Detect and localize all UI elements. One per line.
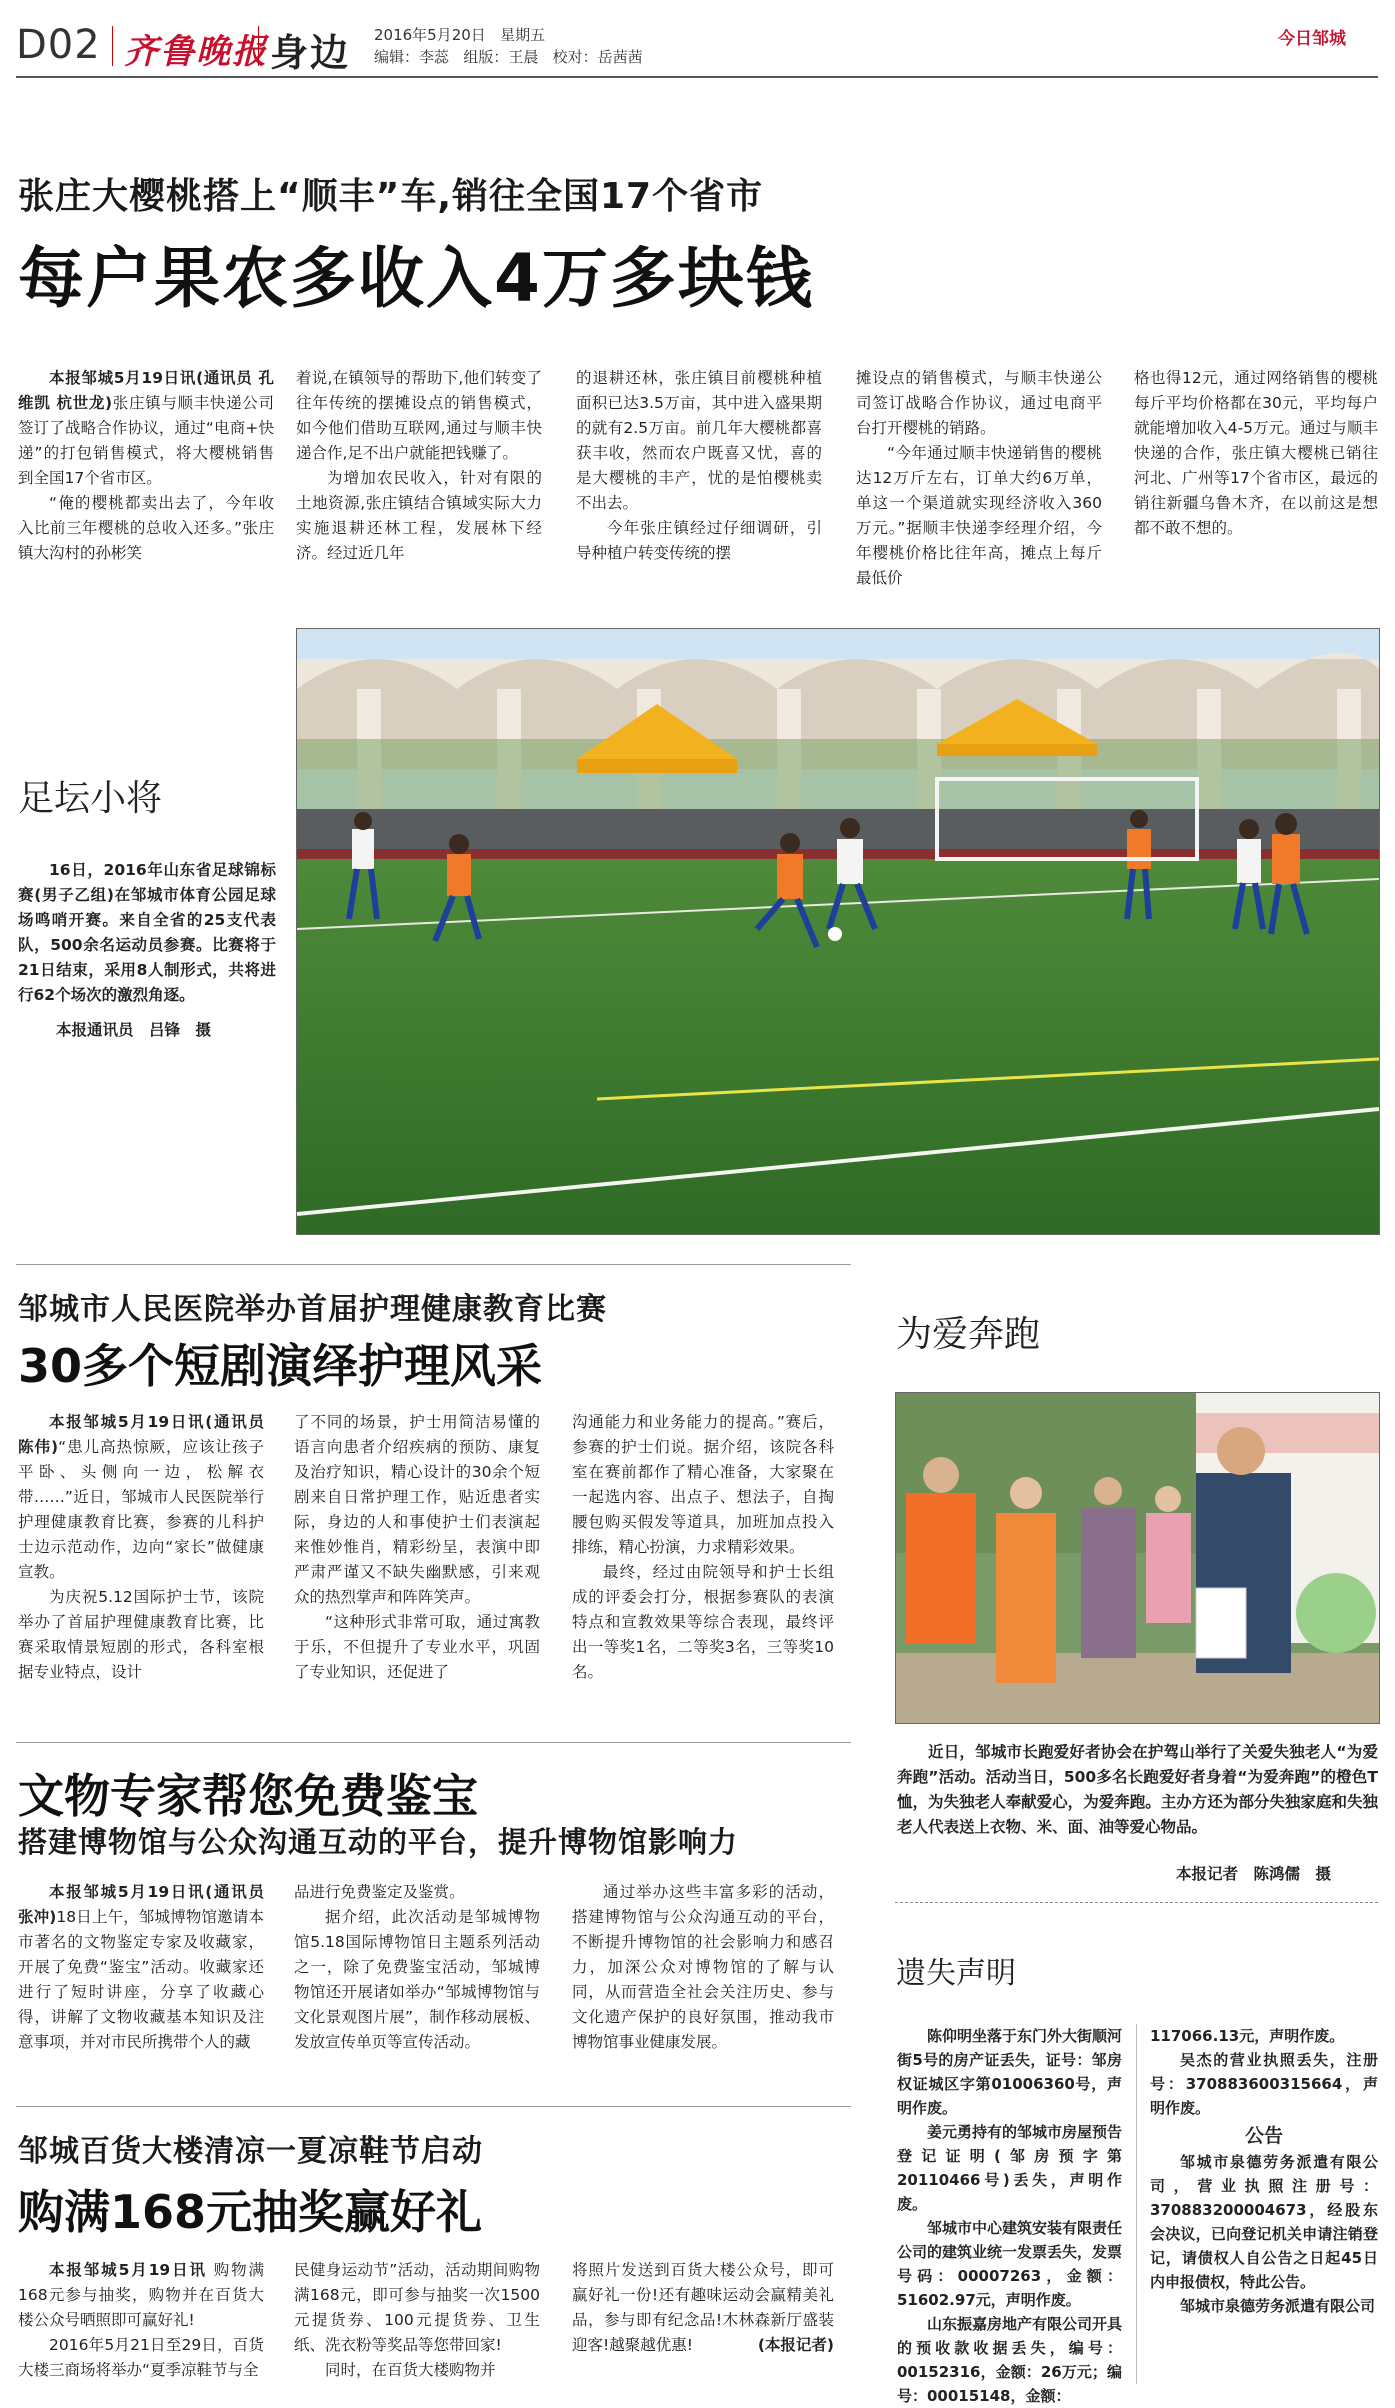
article1-col2-p2: 为增加农民收入，针对有限的土地资源,张庄镇结合镇域实际大力实施退耕还林工程，发展林下经济。经过近几年 xyxy=(296,469,542,562)
article1-headline: 每户果农多收入4万多块钱 xyxy=(18,240,814,317)
article1-col2 xyxy=(296,366,542,586)
article2-col3-p2: 最终，经过由院领导和护士长组成的评委会打分，根据参赛队的表演特点和宣教效果等综合表现，最终评出一等奖1名，二等奖3名，三等奖10名。 xyxy=(572,1563,834,1681)
article4-col3-tail: (本报记者) xyxy=(757,2336,834,2354)
notice-4: 山东振嘉房地产有限公司开具的预收款收据丢失，编号：00152316，金额：26万元；编号：00015148，金额： xyxy=(897,2315,1123,2405)
announcement-signature: 邹城市泉德劳务派遣有限公司 xyxy=(1180,2297,1376,2315)
running-credit: 本报记者 陈鸿儒 摄 xyxy=(1176,1865,1332,1883)
editor-credit: 编辑：李蕊 xyxy=(374,48,450,66)
article4-col1-p2: 2016年5月21日至29日，百货大楼三商场将举办“夏季凉鞋节与全 xyxy=(18,2336,264,2379)
article4-col3 xyxy=(572,2258,834,2388)
weekday-text: 星期五 xyxy=(500,26,546,44)
announcement-title: 公告 xyxy=(1244,2125,1283,2147)
football-photo xyxy=(296,628,1380,1235)
announcement-body: 邹城市泉德劳务派遣有限公司，营业执照注册号：370883200004673，经股东会决议，已向登记机关申请注销登记，请债权人自公告之日起45日内申报债权，特此公告。 xyxy=(1150,2153,1378,2291)
article1-col2-p1: 着说,在镇领导的帮助下,他们转变了往年传统的摆摊设点的销售模式，如今他们借助互联网,通过与顺丰快递合作,足不出户就能把钱赚了。 xyxy=(296,369,542,462)
article3-col1-p1: 18日上午，邹城博物馆邀请本市著名的文物鉴定专家及收藏家，开展了免费“鉴宝”活动。收藏家还进行了短时讲座，分享了收藏心得，讲解了文物收藏基本知识及注意事项，并对市民所携带个人的藏 xyxy=(18,1908,264,2051)
article4-col2-p2: 同时，在百货大楼购物并 xyxy=(325,2361,496,2379)
article1-col4-p1: 摊设点的销售模式，与顺丰快递公司签订战略合作协议，通过电商平台打开樱桃的销路。 xyxy=(856,369,1102,437)
proof-credit: 校对：岳茜茜 xyxy=(552,48,643,66)
article4-col2-p1: 民健身运动节”活动，活动期间购物满168元，即可参与抽奖一次1500元提货券、100元提货券、卫生纸、洗衣粉等奖品等您带回家! xyxy=(294,2261,540,2354)
football-caption-text: 16日，2016年山东省足球锦标赛(男子乙组)在邹城市体育公园足球场鸣哨开赛。来自全省的25支代表队，500余名运动员参赛。比赛将于21日结束，采用8人制形式，共将进行62个场次的激烈角逐。 xyxy=(18,861,276,1004)
layout-credit: 组版：王晨 xyxy=(463,48,539,66)
running-caption-text: 近日，邹城市长跑爱好者协会在护驾山举行了关爱失独老人“为爱奔跑”活动。活动当日，500多名长跑爱好者身着“为爱奔跑”的橙色T恤，为失独老人奉献爱心，为爱奔跑。主办方还为部分失独家庭和失独老人代表送上衣物、米、面、油等爱心物品。 xyxy=(897,1743,1378,1836)
article1-col4-p2: “今年通过顺丰快递销售的樱桃达12万斤左右，订单大约6万单，单这一个渠道就实现经济收入360万元。”据顺丰快递李经理介绍，今年樱桃价格比往年高，摊点上每斤最低价 xyxy=(856,444,1102,587)
article1-col1-p1: 张庄镇与顺丰快递公司签订了战略合作协议，通过“电商+快递”的打包销售模式，将大樱桃销售到全国17个省市区。 xyxy=(18,394,274,487)
article1-dateline: 本报邹城5月19日讯(通讯员 孔维凯 杭世龙) xyxy=(18,369,274,412)
article1-subhead: 张庄大樱桃搭上“顺丰”车,销往全国17个省市 xyxy=(18,176,764,217)
article2-headline: 30多个短剧演绎护理风采 xyxy=(18,1339,543,1393)
notice-1: 陈仰明坐落于东门外大街顺河街5号的房产证丢失，证号：邹房权证城区字第01006360号，声明作废。 xyxy=(897,2027,1123,2117)
article3-headline: 文物专家帮您免费鉴宝 xyxy=(18,1769,478,1823)
article2-col3-p1: 沟通能力和业务能力的提高。”赛后，参赛的护士们说。据介绍，该院各科室在赛前都作了精心准备，大家聚在一起选内容、出点子、想法子，自掏腰包购买假发等道具，加班加点投入排练，精心扮演，力求精彩效果。 xyxy=(572,1413,834,1556)
article4-subhead: 邹城百货大楼清凉一夏凉鞋节启动 xyxy=(18,2134,483,2169)
article3-col2 xyxy=(294,1880,540,2080)
article4-col1 xyxy=(18,2258,264,2388)
running-photo-image xyxy=(896,1393,1379,1723)
article2-col1 xyxy=(18,1410,264,1710)
article2-col2 xyxy=(294,1410,540,1710)
article3-col3 xyxy=(572,1880,834,2080)
article1-col4 xyxy=(856,366,1102,586)
issue-date xyxy=(374,24,545,45)
article2-col2-p2: “这种形式非常可取，通过寓教于乐，不但提升了专业水平，巩固了专业知识，还促进了 xyxy=(294,1613,540,1681)
football-photo-image xyxy=(297,629,1379,1234)
article4-col1-p1: 购物满168元参与抽奖，购物并在百货大楼公众号晒照即可赢好礼! xyxy=(18,2261,264,2329)
running-caption xyxy=(897,1740,1378,1870)
article1-col3-p2: 今年张庄镇经过仔细调研，引导种植户转变传统的摆 xyxy=(576,519,822,562)
section-name: 身边 xyxy=(270,31,351,75)
article2-col2-p1: 了不同的场景，护士用简洁易懂的语言向患者介绍疾病的预防、康复及治疗知识，精心设计的30余个短剧来自日常护理工作，贴近患者实际，身边的人和事使护士们表演起来惟妙惟肖，精彩纷呈，表演中即严肃严谨又不缺失幽默感，引来观众的热烈掌声和阵阵笑声。 xyxy=(294,1413,540,1606)
notice-2: 姜元勇持有的邹城市房屋预告登记证明(邹房预字第20110466号)丢失，声明作废。 xyxy=(897,2123,1123,2213)
article3-dateline: 本报邹城5月19日讯(通讯员 张冲) xyxy=(18,1883,264,1926)
masthead-rule xyxy=(16,76,1378,78)
article3-subhead: 搭建博物馆与公众沟通互动的平台，提升博物馆影响力 xyxy=(18,1825,739,1859)
football-title: 足坛小将 xyxy=(18,778,163,819)
article1-col1-p2: “俺的樱桃都卖出去了，今年收入比前三年樱桃的总收入还多。”张庄镇大沟村的孙彬笑 xyxy=(18,494,274,562)
article1-col1 xyxy=(18,366,274,586)
article1-col3-p1: 的退耕还林，张庄镇目前樱桃种植面积已达3.5万亩，其中进入盛果期的就有2.5万亩。前几年大樱桃都喜获丰收，然而农户既喜又忧，喜的是大樱桃的丰产，忧的是怕樱桃卖不出去。 xyxy=(576,369,822,512)
article4-headline: 购满168元抽奖赢好礼 xyxy=(18,2185,483,2239)
notice-4-cont: 117066.13元，声明作废。 xyxy=(1150,2027,1345,2045)
edition-label: 今日邹城 xyxy=(1278,29,1346,49)
paper-logo: 齐鲁晚报 xyxy=(124,32,268,72)
notice-3: 邹城市中心建筑安装有限责任公司的建筑业统一发票丢失，发票号码：00007263，金额：51602.97元，声明作废。 xyxy=(897,2219,1123,2309)
article2-subhead: 邹城市人民医院举办首届护理健康教育比赛 xyxy=(18,1292,607,1327)
article3-col2-p1: 品进行免费鉴定及鉴赏。 xyxy=(294,1883,465,1901)
date-text: 2016年5月20日 xyxy=(374,26,486,44)
article3-col1 xyxy=(18,1880,264,2080)
article2-col3 xyxy=(572,1410,834,1710)
running-photo xyxy=(895,1392,1380,1724)
article3-col3-p1: 通过举办这些丰富多彩的活动，搭建博物馆与公众沟通互动的平台，不断提升博物馆的社会影响力和感召力，加深公众对博物馆的了解与认同，从而营造全社会关注历史、参与文化遗产保护的良好氛围，推动我市博物馆事业健康发展。 xyxy=(572,1883,834,2051)
page-code: D02 xyxy=(16,22,101,68)
article4-col3-p1: 将照片发送到百货大楼公众号，即可赢好礼一份!还有趣味运动会赢精美礼品，参与即有纪念品!木林森新厅盛装迎客!越聚越优惠! xyxy=(572,2261,834,2354)
article3-col2-p2: 据介绍，此次活动是邹城博物馆5.18国际博物馆日主题系列活动之一，除了免费鉴宝活动，邹城博物馆还开展诸如举办“邹城博物馆与文化景观图片展”，制作移动展板、发放宣传单页等宣传活动。 xyxy=(294,1908,540,2051)
football-credit: 本报通讯员 吕锋 摄 xyxy=(56,1021,212,1039)
notices-title: 遗失声明 xyxy=(896,1956,1016,1991)
staff-line xyxy=(374,46,643,67)
article1-col5 xyxy=(1134,366,1378,586)
notices-col1 xyxy=(897,2024,1123,2405)
article4-dateline: 本报邹城5月19日讯 xyxy=(49,2261,207,2279)
article2-col1-p2: 为庆祝5.12国际护士节，该院举办了首届护理健康教育比赛，比赛采取情景短剧的形式，各科室根据专业特点，设计 xyxy=(18,1588,264,1681)
notices-col2 xyxy=(1150,2024,1378,2389)
article4-col2 xyxy=(294,2258,540,2388)
article1-col3 xyxy=(576,366,822,586)
running-title: 为爱奔跑 xyxy=(896,1314,1041,1355)
article2-dateline: 本报邹城5月19日讯(通讯员 陈伟) xyxy=(18,1413,264,1456)
notice-5: 吴杰的营业执照丢失，注册号：370883600315664，声明作废。 xyxy=(1150,2051,1378,2117)
article1-col5-p1: 格也得12元，通过网络销售的樱桃每斤平均价格都在30元，平均每户就能增加收入4-5万元。通过与顺丰快递的合作，张庄镇大樱桃已销往河北、广州等17个省市区，最远的销往新疆乌鲁木齐，在以前这是想都不敢不想的。 xyxy=(1134,369,1378,537)
article2-col1-p1: “患儿高热惊厥，应该让孩子平卧、头侧向一边，松解衣带……”近日，邹城市人民医院举行护理健康教育比赛，参赛的儿科护士边示范动作，边向“家长”做健康宣教。 xyxy=(18,1438,265,1581)
